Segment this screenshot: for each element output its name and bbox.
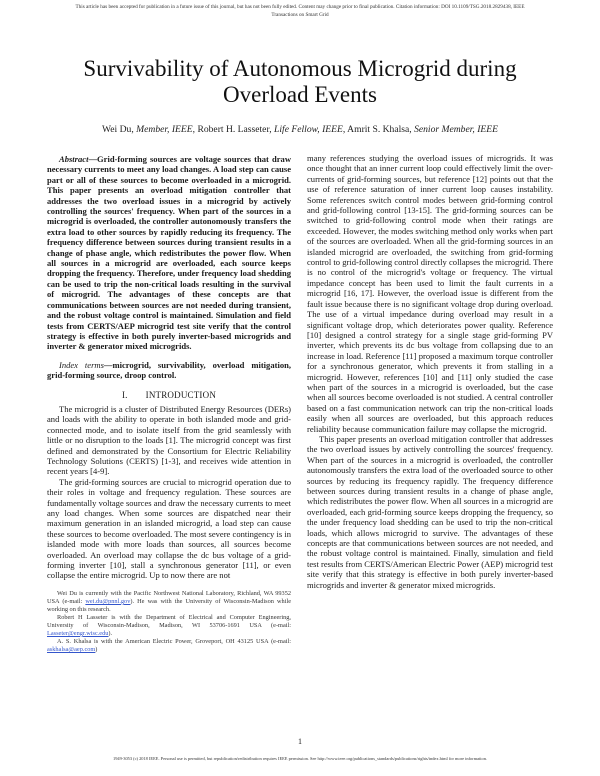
abstract [47,154,291,352]
author-name: Robert H. Lasseter, [197,124,275,135]
author-separator: , [192,124,198,135]
section-heading-introduction [47,390,291,400]
footnote-text: Robert H Lasseter is with the Department of Electrical and Computer Engineering, University of Wisconsin-Madison, Madison, WI 53706-1691 USA (e-mail: [47,613,291,629]
footnote-text: ) [95,645,98,653]
body-paragraph: This paper presents an overload mitigation controller that addresses the two overload issues by actively controlling the sources' frequency. When part of the sources in a microgrid is overloaded, the controller autonomously transfers the extra load of the overloaded source to other sources by reducing its frequency rapidly. The frequency difference between sources during transient results in a change of phase angle, which redistributes the power flow. When all sources in a microgrid are overloaded, each grid-forming source keeps dropping the frequency, so the under frequency load shedding can be used to trip the non-critical loads, which allows microgrid to survive. The advantages of these concepts are that communications between sources are not needed, and the robust voltage control is maintained. Finally, simulation and field test results from CERTS/American Electric Power (AEP) microgrid test site verify that this strategy is effective in both purely inverter-based microgrids and inverter & generator mixed microgrids. [307,433,553,590]
journal-header-note [10,3,590,19]
author-affiliation: Senior Member, IEEE [414,124,498,135]
section-number: I. [121,389,128,400]
right-column [307,153,553,590]
abstract-text: Grid-forming sources are voltage sources that draw necessary currents to meet any load changes. A load step can cause part or all of these sources to become overloaded in a microgrid. This paper presents an overload mitigation controller that addresses the two overload issues in a microgrid by actively controlling the sources' frequency. When part of the sources in a microgrid is overloaded, the controller autonomously transfers the extra load to other sources by rapidly reducing its frequency. The frequency difference between sources during transient results in a change of phase angle, which redistributes the power flow. When all sources in a microgrid are overloaded, each source keeps dropping the frequency. Therefore, under frequency load shedding can be used to trip the non-critical loads resulting in the survival of microgrid. The advantages of these concepts are that communications between sources are not needed during transient, and the robust voltage control is maintained. Simulation and field tests from CERTS/AEP microgrid test site verify that the control strategy is effective in both purely inverter-based microgrids and inverter & generator mixed microgrids. [47,154,291,352]
author-affiliation: Member, IEEE [136,124,193,135]
footnote-text: Wei Du is currently with the Pacific Northwest National Laboratory, Richland, WA 99352 USA (e-mail: [47,589,291,605]
header-note-line2: Transactions on Smart Grid [271,12,329,18]
footnote-text: ). [108,629,113,637]
title-line2: Overload Events [223,82,377,107]
section-title: INTRODUCTION [145,389,217,400]
footnote [47,638,291,654]
copyright-footer: 1949-3053 (c) 2018 IEEE. Personal use is permitted, but republication/redistribution requires IEEE permission. See http://www.ieee.org/publications_standards/publications/rights/index.html for more information. [113,756,487,761]
index-terms-dash: — [103,359,113,370]
author-separator: , [342,124,348,135]
footnote-text: A. S. Khalsa is with the American Electric Power, Groveport, OH 43125 USA (e-mail: [57,637,291,645]
body-paragraph: The grid-forming sources are crucial to microgrid operation due to their roles in voltage and frequency regulation. These sources are fundamentally voltage sources and draw the necessary currents to meet any load changes. When some sources are dispatched near their maximum generation in an islanded microgrid, a load step can cause these sources to become overloaded. The most severe contingency is in islanded mode with more loads than sources, all sources become overloaded. An overload may collapse the dc bus voltage of a grid-forming inverter [10], stall a synchronous generator [11], or even collapse the entire microgrid. Up to now there are not [47,476,291,581]
abstract-label: Abstract [59,154,89,164]
index-terms [47,360,291,381]
author-affiliation: Life Fellow, IEEE [274,124,343,135]
title-line1: Survivability of Autonomous Microgrid during [83,56,517,81]
author-footnotes [47,590,291,654]
paper-title [0,56,600,108]
footnote [47,614,291,638]
email-link[interactable]: wei.du@pnnl.gov [85,597,131,605]
header-note-line1: This article has been accepted for publication in a future issue of this journal, but has not been fully edited. Content may change prior to final publication. Citation information: DOI 10.1109/TSG.2018.2829438, IEEE [75,4,525,10]
body-paragraph: many references studying the overload issues of microgrids. It was once thought that an inner current loop could effectively limit the over-currents of grid-forming sources, but reference [12] points out that the use of reference saturation of inner current loop causes instability. Some references switch control modes between grid-forming control and grid-following control [13-15]. The grid-forming sources can be switched to grid-following control mode when their ratings are exceeded. However, the modes switching method only works when part of the sources are overloaded. When all the grid-forming sources in an islanded microgrid are overloaded, the switching from grid-forming control to grid-following control directly collapses the microgrid. There is no control of the microgrid's voltage or frequency. The virtual impedance concept has been used to limit the fault currents in a microgrid [16, 17]. However, the overload issue is different from the fault issue because there is no significant voltage drop during overload. The use of a virtual impedance during overload may result in a significant voltage drop, which deteriorates power quality. Reference [10] designed a control strategy for a single stage grid-forming PV inverter, which prevents its dc bus voltage from collapsing due to an increase in load. Reference [11] proposed a maximum torque controller for a synchronous generator, which prevents it from stalling in a microgrid. However, references [10] and [11] only studied the case when part of the sources in a microgrid is overloaded, but the case when all sources become overloaded is not studied. A central controller based on a fast communication network can trip the non-critical loads easily when all sources are overloaded, but this approach reduces reliability because communication failure may collapse the microgrid. [307,153,553,434]
email-link[interactable]: Lasseter@engr.wisc.edu [47,629,109,637]
index-terms-label: Index terms [59,359,104,370]
index-terms-text: microgrid, survivability, overload mitigation, grid-forming source, droop control. [47,359,291,381]
author-name: Wei Du, [102,124,137,135]
email-link[interactable]: askhalsa@aep.com [47,645,96,653]
author-name: Amrit S. Khalsa, [347,124,415,135]
author-list [0,124,600,135]
footnote [47,590,291,614]
left-column [47,154,291,654]
footnote-text: ). He was with the University of Wisconsin-Madison while working on this research. [47,597,291,613]
abstract-dash: — [88,154,97,164]
body-paragraph: The microgrid is a cluster of Distributed Energy Resources (DERs) and loads with the ability to operate in both islanded mode and grid-connected mode, and to isolate itself from the grid seamlessly with little or no disruption to the loads [1]. The microgrid concept was first defined and demonstrated by the Consortium for Electric Reliability Technology Solutions (CERTS) [1-3], and receives wide attention in recent years [4-9]. [47,403,291,477]
page-number: 1 [298,737,302,746]
